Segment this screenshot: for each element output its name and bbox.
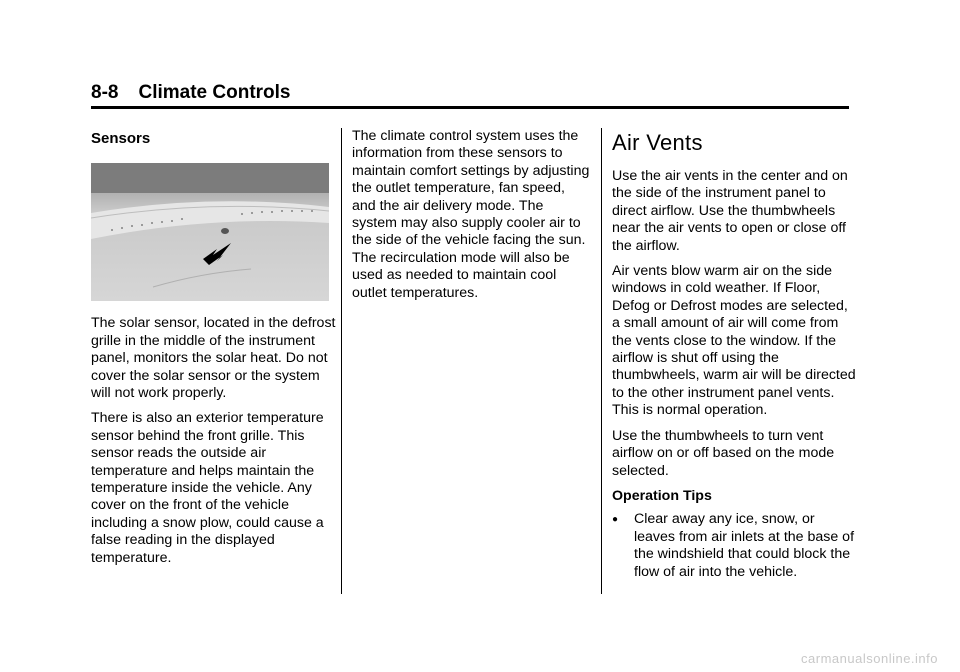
column-2 [352,128,592,310]
climate-system-para: The climate control system uses the information from these sensors to maintain comfort settings by adjusting the outlet temperature, fan speed, and the air delivery mode. The system may also supply cooler air to the side of the vehicle facing the sun. The recirculation mode will also be used as needed to maintain cool outlet temperatures. [352,128,590,301]
column-1 [91,130,336,575]
list-item [612,511,857,581]
column-divider [341,128,342,594]
page-number: 8-8 [91,82,119,103]
operation-tips-heading: Operation Tips [612,487,712,504]
watermark: carmanualsonline.info [801,651,938,666]
bullet-icon: ● [612,514,619,526]
air-vents-heading: Air Vents [612,130,703,155]
air-vents-para-2: Air vents blow warm air on the side windows in cold weather. If Floor, Defog or Defrost modes are selected, a small amount of air will come from the vents close to the window. If the airflow is shut off using the thumbwheels, warm air will be directed to the other instrument panel vents. This is normal operation. [612,263,856,419]
bullet-text: Clear away any ice, snow, or leaves from air inlets at the base of the windshield that could block the flow of air into the vehicle. [634,511,855,580]
air-vents-para-1: Use the air vents in the center and on the side of the instrument panel to direct airflow. Use the thumbwheels near the air vents to open or close off the airflow. [612,168,848,254]
page-header [91,82,849,109]
column-divider [601,128,602,594]
sensors-para-1: The solar sensor, located in the defrost grille in the middle of the instrument panel, monitors the solar heat. Do not cover the solar sensor or the system will not work properly. [91,315,336,402]
column-3 [612,130,857,581]
solar-sensor-photo [91,163,329,301]
air-vents-para-3: Use the thumbwheels to turn vent airflow on or off based on the mode selected. [612,427,835,479]
section-title: Climate Controls [138,82,291,103]
sensors-para-2: There is also an exterior temperature sensor behind the front grille. This sensor reads the outside air temperature and helps maintain the temperature inside the vehicle. Any cover on the front of the vehicle including a snow plow, could cause a false reading in the displayed temperature. [91,410,324,566]
sensors-heading: Sensors [91,130,151,147]
